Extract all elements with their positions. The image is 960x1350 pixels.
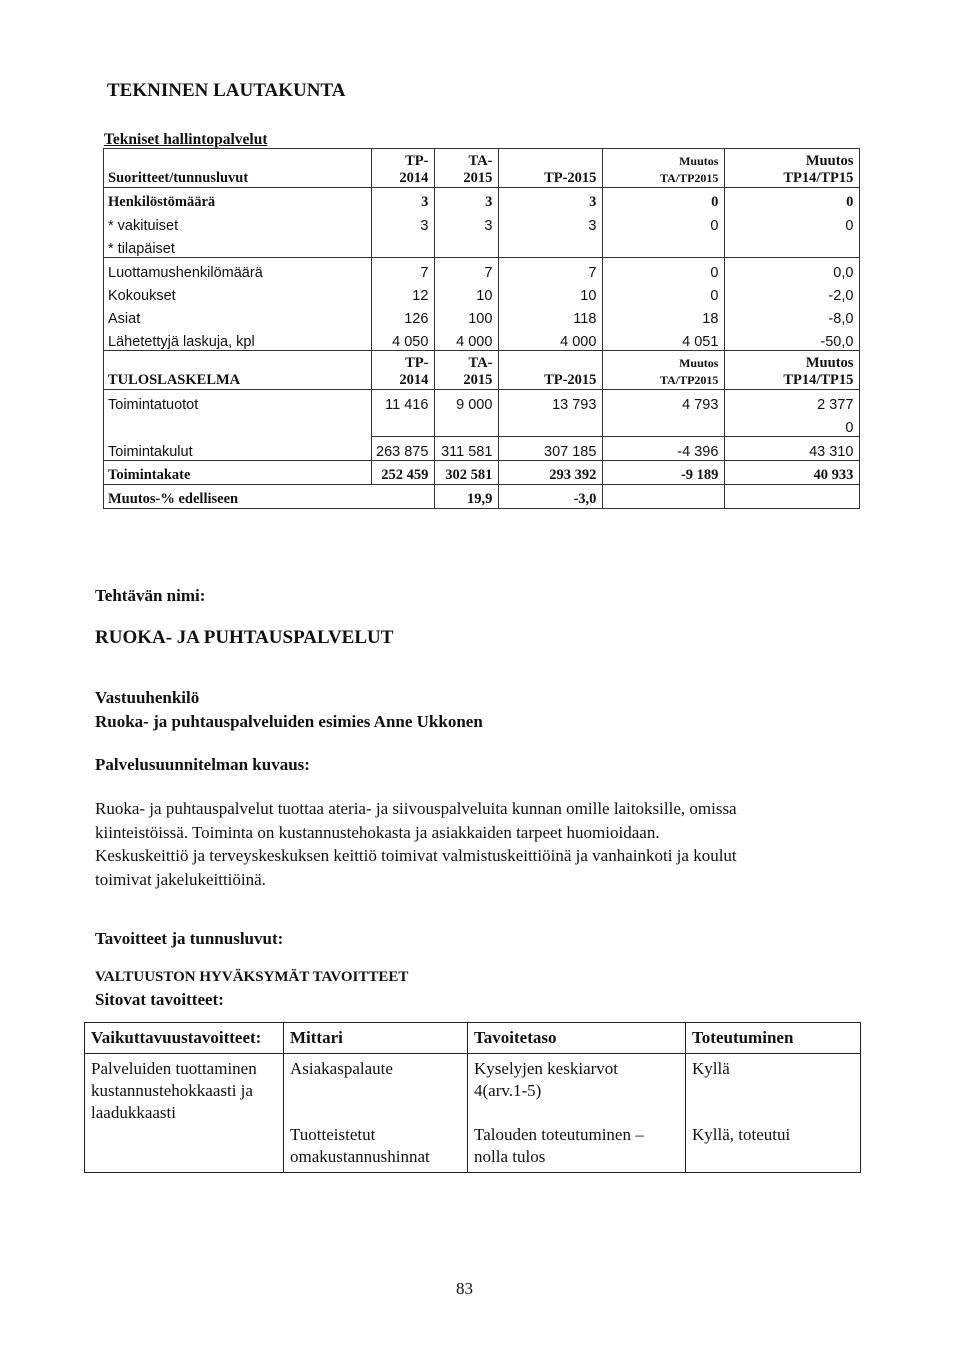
plan-description	[95, 797, 915, 891]
tl-row	[104, 461, 860, 485]
binding-label: Sitovat tavoitteet:	[95, 990, 224, 1009]
tl-cell: 13 793	[499, 390, 603, 414]
kpi-cell: 0,0	[725, 258, 860, 282]
kpi-cell: 3	[435, 211, 499, 234]
kpi-cell: 4 000	[499, 327, 603, 351]
goals-label: Tavoitteet ja tunnusluvut:	[95, 929, 284, 948]
tl-row	[104, 485, 860, 509]
kpi-cell: 4 000	[435, 327, 499, 351]
tl-cell: 43 310	[725, 437, 860, 461]
kpi-cell: -50,0	[725, 327, 860, 351]
kpi-header-ta2015: TA- 2015	[435, 149, 499, 188]
kpi-cell	[603, 234, 725, 258]
responsible-name: Ruoka- ja puhtauspalveluiden esimies Anne Ukkonen	[95, 712, 483, 731]
tl-cell: 11 416	[372, 390, 435, 414]
tl-header-muutos-ta: Muutos TA/TP2015	[603, 351, 725, 390]
kpi-cell: 18	[603, 304, 725, 327]
goals-header: Mittari	[284, 1023, 468, 1054]
kpi-row-label: * tilapäiset	[104, 234, 372, 258]
section-title: Tekniset hallintopalvelut	[104, 131, 268, 148]
tl-cell: 252 459	[372, 461, 435, 485]
plan-label: Palvelusuunnitelman kuvaus:	[95, 755, 310, 774]
kpi-row-label: Asiat	[104, 304, 372, 327]
kpi-row	[104, 281, 860, 304]
tl-row-label	[104, 413, 372, 437]
tuloslaskelma-header-row	[104, 351, 860, 390]
tl-row-label: Toimintatuotot	[104, 390, 372, 414]
tl-cell: 4 793	[603, 390, 725, 414]
tl-cell	[603, 413, 725, 437]
tl-header-muutos-tp: Muutos TP14/TP15	[725, 351, 860, 390]
tl-row	[104, 390, 860, 414]
tl-cell	[372, 485, 435, 509]
tl-cell: 19,9	[435, 485, 499, 509]
plan-line: Ruoka- ja puhtauspalvelut tuottaa ateria- ja siivouspalveluita kunnan omille laitoksille, omissa	[95, 799, 737, 818]
tl-cell: 40 933	[725, 461, 860, 485]
kpi-row-label: Kokoukset	[104, 281, 372, 304]
kpi-cell: 0	[603, 258, 725, 282]
kpi-cell	[725, 234, 860, 258]
kpi-cell: 4 051	[603, 327, 725, 351]
kpi-row	[104, 188, 860, 212]
page-title: TEKNINEN LAUTAKUNTA	[107, 80, 346, 101]
kpi-cell: 10	[435, 281, 499, 304]
tl-header-tp2014: TP- 2014	[372, 351, 435, 390]
kpi-header-muutos-tp: Muutos TP14/TP15	[725, 149, 860, 188]
kpi-cell: -8,0	[725, 304, 860, 327]
tl-row-label: Toimintakulut	[104, 437, 372, 461]
kpi-cell: 12	[372, 281, 435, 304]
kpi-cell: 3	[499, 211, 603, 234]
kpi-cell: 100	[435, 304, 499, 327]
goals-row	[85, 1054, 861, 1173]
goals-header-row	[85, 1023, 861, 1054]
tl-cell: 307 185	[499, 437, 603, 461]
tl-cell	[603, 485, 725, 509]
kpi-row	[104, 327, 860, 351]
kpi-cell: 4 050	[372, 327, 435, 351]
plan-line: kiinteistöissä. Toiminta on kustannustehokasta ja asiakkaiden tarpeet huomioidaan.	[95, 822, 660, 842]
result-cell: Kyllä Kyllä, toteutui	[686, 1054, 861, 1173]
kpi-cell: -2,0	[725, 281, 860, 304]
target-cell: Kyselyjen keskiarvot 4(arv.1-5) Talouden toteutuminen – nolla tulos	[468, 1054, 686, 1173]
kpi-cell: 7	[499, 258, 603, 282]
kpi-header-row	[104, 149, 860, 188]
kpi-cell: 0	[603, 281, 725, 304]
kpi-cell: 7	[435, 258, 499, 282]
kpi-row	[104, 258, 860, 282]
kpi-cell	[372, 234, 435, 258]
goals-header: Toteutuminen	[686, 1023, 861, 1054]
kpi-cell: 3	[372, 211, 435, 234]
tl-cell	[499, 413, 603, 437]
tl-cell	[725, 485, 860, 509]
kpi-table	[103, 148, 860, 509]
tl-row-label: Toimintakate	[104, 461, 372, 485]
tl-cell	[435, 413, 499, 437]
tl-cell: -9 189	[603, 461, 725, 485]
kpi-cell: 3	[499, 188, 603, 212]
kpi-cell: 3	[372, 188, 435, 212]
kpi-cell: 7	[372, 258, 435, 282]
tl-cell: 302 581	[435, 461, 499, 485]
tl-cell: 293 392	[499, 461, 603, 485]
kpi-row-label: Luottamushenkilömäärä	[104, 258, 372, 282]
kpi-row-label: * vakituiset	[104, 211, 372, 234]
kpi-cell: 10	[499, 281, 603, 304]
tl-row	[104, 437, 860, 461]
kpi-cell	[499, 234, 603, 258]
kpi-cell: 0	[603, 188, 725, 212]
kpi-cell: 126	[372, 304, 435, 327]
kpi-cell: 3	[435, 188, 499, 212]
kpi-header-tp2015: TP-2015	[499, 149, 603, 188]
tl-cell	[372, 413, 435, 437]
kpi-header-label: Suoritteet/tunnusluvut	[104, 149, 372, 188]
tl-row	[104, 413, 860, 437]
tl-cell: 2 377	[725, 390, 860, 414]
goals-header: Vaikuttavuustavoitteet:	[85, 1023, 284, 1054]
kpi-row-label: Henkilöstömäärä	[104, 188, 372, 212]
page-number: 83	[456, 1279, 473, 1298]
goals-header: Tavoitetaso	[468, 1023, 686, 1054]
tl-cell: -3,0	[499, 485, 603, 509]
goals-table	[84, 1022, 861, 1173]
tl-cell: 263 875	[372, 437, 435, 461]
tuloslaskelma-header-label: TULOSLASKELMA	[104, 351, 372, 390]
tl-cell: 0	[725, 413, 860, 437]
tl-cell: 9 000	[435, 390, 499, 414]
tl-header-ta2015: TA- 2015	[435, 351, 499, 390]
council-label: VALTUUSTON HYVÄKSYMÄT TAVOITTEET	[95, 969, 409, 985]
kpi-row	[104, 234, 860, 258]
tl-row-label: Muutos-% edelliseen	[104, 485, 372, 509]
plan-line: Keskuskeittiö ja terveyskeskuksen keittiö toimivat valmistuskeittiöinä ja vanhainkoti ja koulut	[95, 846, 737, 865]
task-name: RUOKA- JA PUHTAUSPALVELUT	[95, 627, 394, 648]
kpi-cell: 0	[603, 211, 725, 234]
kpi-row	[104, 211, 860, 234]
tl-cell: 311 581	[435, 437, 499, 461]
responsible-label: Vastuuhenkilö	[95, 688, 200, 707]
goal-cell: Palveluiden tuottaminen kustannustehokkaasti ja laadukkaasti	[85, 1054, 284, 1173]
kpi-header-muutos-ta: Muutos TA/TP2015	[603, 149, 725, 188]
kpi-cell: 118	[499, 304, 603, 327]
task-name-label: Tehtävän nimi:	[95, 586, 206, 605]
metric-cell: Asiakaspalaute Tuotteistetut omakustannushinnat	[284, 1054, 468, 1173]
tl-cell: -4 396	[603, 437, 725, 461]
kpi-cell: 0	[725, 188, 860, 212]
tl-header-tp2015: TP-2015	[499, 351, 603, 390]
kpi-cell: 0	[725, 211, 860, 234]
kpi-header-tp2014: TP- 2014	[372, 149, 435, 188]
plan-line: toimivat jakelukeittiöinä.	[95, 869, 266, 889]
kpi-row-label: Lähetettyjä laskuja, kpl	[104, 327, 372, 351]
kpi-row	[104, 304, 860, 327]
kpi-cell	[435, 234, 499, 258]
